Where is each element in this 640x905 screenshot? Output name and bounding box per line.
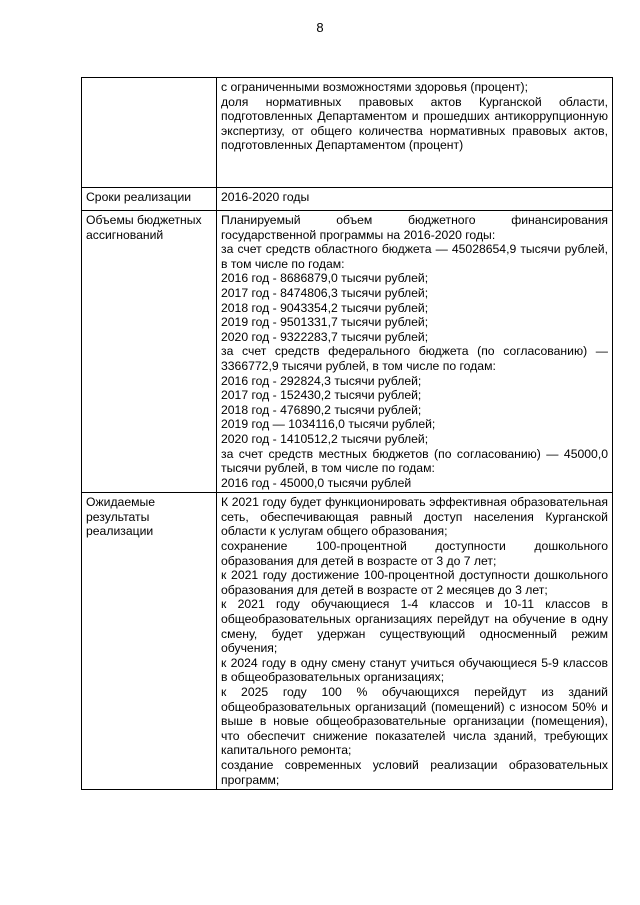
result-line: к 2025 году 100 % обучающихся перейдут из зданий общеобразовательных организаций (помещений) с износом 50% и выше в новые общеобразовательные организации (помещения), что обеспечит снижение показателей числа зданий, требующих капитального ремонта; <box>221 685 608 758</box>
budget-line: Планируемый объем бюджетного финансирования государственной программы на 2016-2020 годы: <box>221 213 608 242</box>
results-value <box>217 493 613 790</box>
budget-line: за счет средств местных бюджетов (по согласованию) — 45000,0 тысячи рублей, в том числе по годам: <box>221 446 608 476</box>
budget-value <box>217 211 613 493</box>
budget-label: Объемы бюджетных ассигнований <box>82 211 217 493</box>
budget-line: за счет средств областного бюджета — 45028654,9 тысячи рублей, в том числе по годам: <box>221 242 608 271</box>
page-number: 8 <box>316 20 324 35</box>
budget-line: 2020 год - 1410512,2 тысячи рублей; <box>221 431 429 446</box>
budget-line: 2017 год - 8474806,3 тысячи рублей; <box>221 285 429 300</box>
result-line: к 2021 году обучающиеся 1-4 классов и 10-11 классов в общеобразовательных организациях перейдут на обучение в одну смену, будет удержан существующий односменный режим обучения; <box>221 597 608 656</box>
result-line: к 2024 году в одну смену станут учиться обучающиеся 5-9 классов в общеобразовательных организациях; <box>221 655 608 685</box>
table-row-indicators-continuation <box>82 78 613 188</box>
term-label: Сроки реализации <box>82 188 217 211</box>
table-row-budget <box>82 211 613 493</box>
budget-line: за счет средств федерального бюджета (по согласованию) — 3366772,9 тысячи рублей, в том числе по годам: <box>221 344 608 373</box>
budget-line: 2017 год - 152430,2 тысячи рублей; <box>221 388 422 403</box>
indicators-continuation-cell <box>217 78 613 188</box>
result-line: создание современных условий реализации образовательных программ; <box>221 757 608 787</box>
result-line: К 2021 году будет функционировать эффективная образовательная сеть, обеспечивающая равный доступ населения Курганской области к услугам общего образования; <box>221 495 608 539</box>
budget-line: 2016 год - 45000,0 тысячи рублей <box>221 475 412 490</box>
empty-label-cell <box>82 78 217 188</box>
budget-line: 2018 год - 9043354,2 тысячи рублей; <box>221 300 429 315</box>
term-value: 2016-2020 годы <box>217 188 613 211</box>
budget-line: 2018 год - 476890,2 тысячи рублей; <box>221 402 422 417</box>
budget-line: 2016 год - 292824,3 тысячи рублей; <box>221 373 422 388</box>
indicator-line: доля нормативных правовых актов Курганской области, подготовленных Департаментом и прошедших антикоррупционную экспертизу, от общего количества нормативных правовых актов, подготовленных Департаментом (процент) <box>221 94 608 153</box>
table-row-results <box>82 493 613 790</box>
program-passport-table <box>81 77 613 790</box>
budget-line: 2020 год - 9322283,7 тысячи рублей; <box>221 329 429 344</box>
budget-line: 2016 год - 8686879,0 тысячи рублей; <box>221 271 429 286</box>
result-line: сохранение 100-процентной доступности дошкольного образования для детей в возрасте от 3 до 7 лет; <box>221 539 608 568</box>
indicator-line: с ограниченными возможностями здоровья (процент); <box>221 80 528 94</box>
results-label: Ожидаемые результаты реализации <box>82 493 217 790</box>
result-line: к 2021 году достижение 100-процентной доступности дошкольного образования для детей в возрасте от 2 месяцев до 3 лет; <box>221 568 608 597</box>
budget-line: 2019 год — 1034116,0 тысячи рублей; <box>221 417 436 432</box>
table-row-term <box>82 188 613 211</box>
budget-line: 2019 год - 9501331,7 тысячи рублей; <box>221 315 429 330</box>
